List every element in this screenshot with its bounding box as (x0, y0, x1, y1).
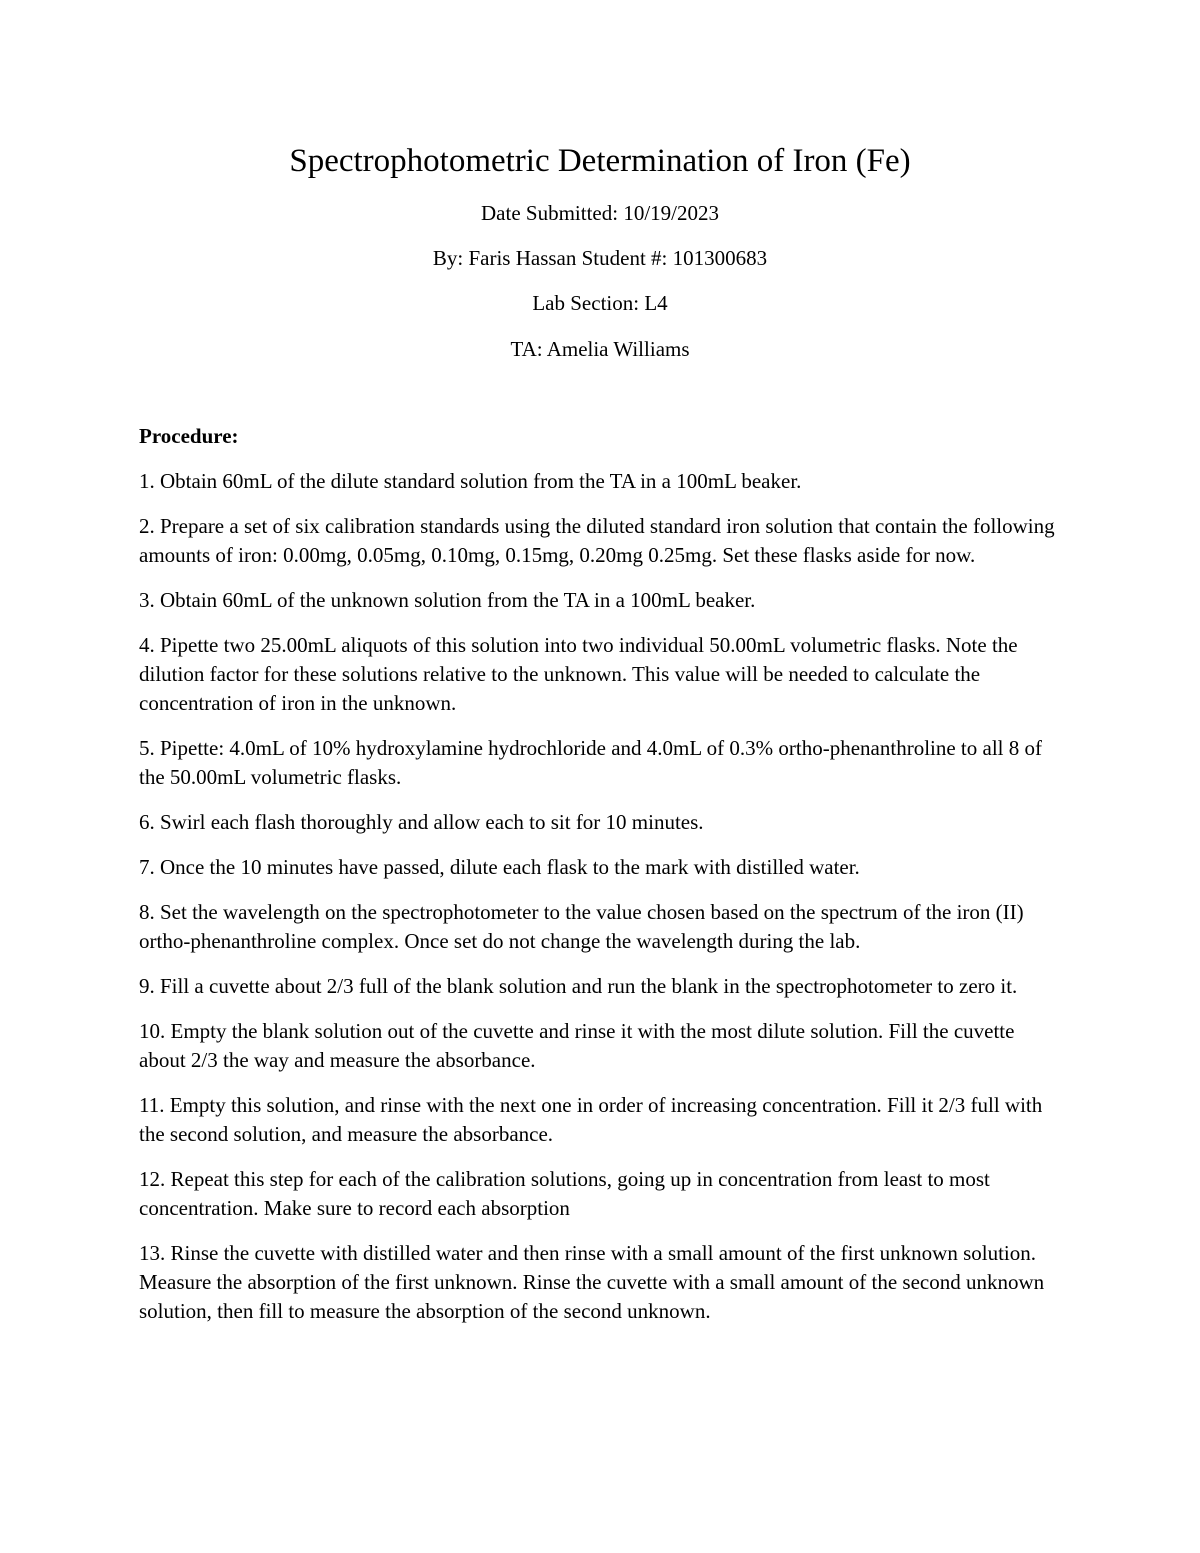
procedure-step-4: 4. Pipette two 25.00mL aliquots of this solution into two individual 50.00mL volumetric flasks. Note the dilution factor for these solutions relative to the unknown. This value will be needed to calculate the concentration of iron in the unknown. (139, 633, 1018, 715)
procedure-step-8: 8. Set the wavelength on the spectrophotometer to the value chosen based on the spectrum of the iron (II) ortho-phenanthroline complex. Once set do not change the wavelength during the lab. (139, 900, 1024, 953)
procedure-heading: Procedure: (139, 424, 239, 448)
procedure-steps (139, 467, 1061, 1326)
procedure-step-3: 3. Obtain 60mL of the unknown solution from the TA in a 100mL beaker. (139, 588, 756, 612)
procedure-step-1: 1. Obtain 60mL of the dilute standard solution from the TA in a 100mL beaker. (139, 469, 802, 493)
document-title: Spectrophotometric Determination of Iron (Fe) (289, 143, 911, 179)
procedure-section (139, 422, 1061, 1342)
procedure-step-2: 2. Prepare a set of six calibration standards using the diluted standard iron solution that contain the following amounts of iron: 0.00mg, 0.05mg, 0.10mg, 0.15mg, 0.20mg 0.25mg. Set these flasks aside for now. (139, 514, 1055, 567)
procedure-step-10: 10. Empty the blank solution out of the cuvette and rinse it with the most dilute solution. Fill the cuvette about 2/3 the way and measure the absorbance. (139, 1019, 1015, 1072)
procedure-step-5: 5. Pipette: 4.0mL of 10% hydroxylamine hydrochloride and 4.0mL of 0.3% ortho-phenanthroline to all 8 of the 50.00mL volumetric flasks. (139, 736, 1042, 789)
procedure-step-9: 9. Fill a cuvette about 2/3 full of the blank solution and run the blank in the spectrophotometer to zero it. (139, 974, 1018, 998)
lab-section: Lab Section: L4 (532, 291, 668, 315)
author-line: By: Faris Hassan Student #: 101300683 (432, 246, 768, 270)
procedure-step-11: 11. Empty this solution, and rinse with the next one in order of increasing concentration. Fill it 2/3 full with the second solution, and measure the absorbance. (139, 1093, 1043, 1146)
procedure-step-13: 13. Rinse the cuvette with distilled water and then rinse with a small amount of the first unknown solution. Measure the absorption of the first unknown. Rinse the cuvette with a small amount of the second unknown solution, then fill to measure the absorption of the second unknown. (139, 1241, 1045, 1323)
date-submitted: Date Submitted: 10/19/2023 (481, 201, 719, 225)
procedure-step-6: 6. Swirl each flash thoroughly and allow each to sit for 10 minutes. (139, 810, 704, 834)
procedure-step-12: 12. Repeat this step for each of the calibration solutions, going up in concentration from least to most concentration. Make sure to record each absorption (139, 1167, 990, 1220)
teaching-assistant: TA: Amelia Williams (510, 337, 690, 361)
procedure-step-7: 7. Once the 10 minutes have passed, dilute each flask to the mark with distilled water. (139, 855, 860, 879)
